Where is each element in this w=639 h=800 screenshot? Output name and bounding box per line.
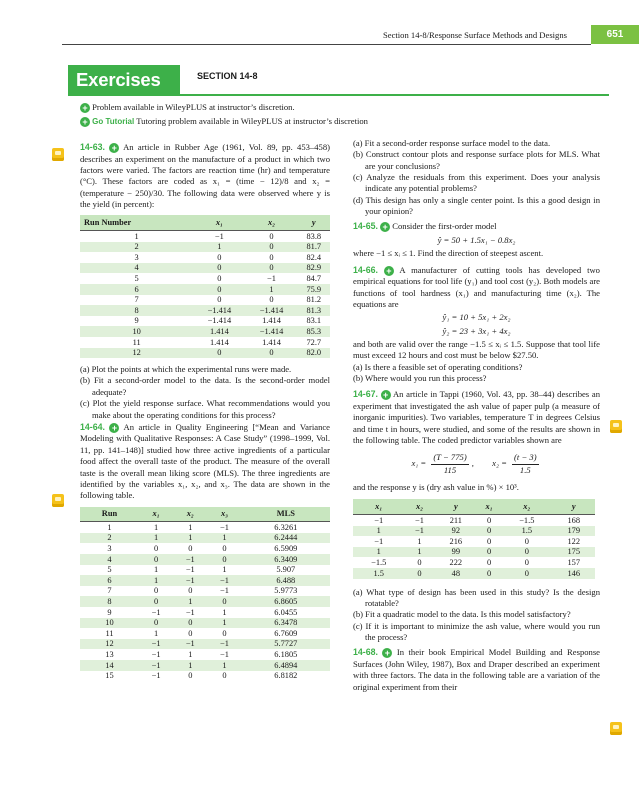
section-title: SECTION 14-8: [197, 71, 258, 81]
column-header: x₂: [404, 499, 434, 514]
side-resource-icon[interactable]: [610, 420, 622, 433]
table-cell: 1: [193, 242, 245, 253]
exercise-text: An article in Rubber Age (1961, Vol. 89, pp. 453–458) describes an experiment on the manufacture of a product in which two factors were varied. The factors are reaction time (hr) and temperature (°C). These factors are coded as x₁ = (time − 12)/8 and x₂ = (temperature − 250)/30. The following data were observed where y is the yield (in percent):: [80, 142, 330, 209]
table-cell: 11: [132, 337, 141, 347]
table-row: [80, 305, 330, 316]
table-row: [80, 326, 330, 337]
table-cell: 1: [222, 565, 227, 575]
table-cell: 5.7727: [242, 639, 330, 650]
table-cell: 1: [207, 660, 241, 671]
table-cell: 157: [567, 558, 581, 568]
exercise-14-65: [353, 221, 600, 233]
table-row: [80, 607, 330, 618]
table-cell: 0: [207, 554, 241, 565]
denominator: 115: [443, 464, 457, 475]
table-cell: 146: [553, 568, 596, 579]
table-cell: 1.5: [501, 526, 552, 537]
plus-icon: +: [384, 266, 394, 276]
table-row: [80, 252, 330, 263]
table-cell: 6.3409: [242, 554, 330, 565]
table-cell: 1: [222, 607, 227, 617]
table-cell: 83.1: [306, 316, 322, 326]
table-cell: −1.414: [245, 326, 297, 337]
table-cell: −1: [139, 639, 173, 650]
table-cell: 1: [245, 284, 297, 295]
table-cell: 0: [477, 568, 501, 579]
table-cell: 1: [107, 522, 112, 532]
legend-tutorial: [80, 116, 368, 128]
plus-icon: +: [382, 648, 392, 658]
question-part: (b) Where would you run this process?: [353, 373, 487, 384]
table-cell: −1: [404, 526, 434, 537]
table-row: [80, 596, 330, 607]
table-row: [80, 348, 330, 359]
yield-table-body: [80, 231, 330, 359]
table-cell: 0: [524, 558, 529, 568]
table-cell: 99: [435, 547, 477, 558]
exercise-text: An article in Tappi (1960, Vol. 43, pp. 38–44) describes an experiment that investigated the ash value of paper pulp (a measure of inorganic impurities). Two variables, temperature T in degrees Celsius and time t in hours, were studied, and some of the results are shown in the following table. The coded predictor variables shown are: [353, 389, 600, 446]
table-cell: 82.0: [298, 348, 330, 359]
table-cell: 1.414: [262, 337, 281, 347]
table-cell: 0: [153, 544, 159, 553]
table-cell: 1: [139, 533, 173, 544]
column-header: x₂: [173, 507, 207, 522]
exercise-text: Consider the first-order model: [392, 221, 497, 232]
plus-icon: +: [380, 222, 390, 232]
table-cell: 6.5909: [274, 544, 298, 553]
table-cell: 222: [449, 558, 463, 568]
table-cell: 0: [193, 284, 245, 295]
table-cell: 6.2444: [242, 533, 330, 544]
table-row: [353, 547, 595, 558]
table-cell: −1.5: [371, 558, 387, 568]
ash-table-body: [353, 515, 595, 579]
table-cell: 211: [449, 515, 462, 525]
table-row: [80, 543, 330, 554]
table-cell: 7: [134, 295, 139, 305]
table-cell: 1: [153, 565, 159, 575]
table-cell: 1: [153, 522, 159, 532]
question-part: (a) Plot the points at which the experimental runs were made.: [80, 364, 292, 375]
table-cell: 0: [222, 544, 227, 553]
plus-icon: +: [80, 117, 90, 127]
column-header: y: [435, 499, 477, 514]
table-cell: 4: [80, 554, 139, 565]
table-cell: 2: [80, 242, 193, 253]
equation: ŷ₂ = 23 + 3x₁ + 4x₂: [442, 325, 511, 336]
exercise-number: 14-63.: [80, 142, 105, 152]
side-resource-icon[interactable]: [610, 722, 622, 735]
exercise-14-66: [353, 265, 600, 311]
table-cell: 5: [134, 273, 139, 283]
table-cell: 5.907: [276, 565, 296, 575]
table-cell: 83.8: [306, 231, 322, 241]
table-cell: 12: [80, 639, 139, 650]
question-part: (d) This design has only a single center point. Is this a good design in your opinion?: [353, 194, 600, 217]
table-cell: 1.414: [193, 326, 245, 337]
table-cell: −1: [207, 639, 241, 650]
table-cell: 0: [477, 526, 501, 537]
table-cell: 1: [353, 526, 404, 537]
equation: ŷ = 50 + 1.5x₁ − 0.8x₂: [437, 235, 516, 246]
column-header: x₁: [139, 507, 173, 522]
column-header: Run: [80, 507, 139, 522]
table-row: [353, 515, 595, 526]
table-cell: 122: [567, 536, 581, 546]
table-row: [80, 242, 330, 253]
table-cell: −1: [185, 565, 195, 575]
table-cell: 75.9: [298, 284, 330, 295]
table-cell: 1: [404, 547, 434, 558]
exercise-14-67: [353, 389, 600, 446]
table-cell: 0: [193, 348, 245, 359]
equation: ŷ₁ = 10 + 5x₁ + 2x₂: [442, 312, 511, 323]
numerator: (T − 775): [431, 452, 468, 464]
column-header: x₂: [501, 499, 552, 514]
table-cell: 1: [417, 536, 422, 546]
table-cell: −1: [220, 586, 229, 596]
x1-lhs: x₁ =: [411, 458, 427, 469]
table-cell: −1: [415, 515, 424, 525]
right-column: [353, 138, 600, 693]
table-cell: 6.8182: [274, 671, 298, 681]
table-row: [80, 554, 330, 565]
table-cell: 81.3: [298, 305, 330, 316]
go-tutorial-label: Go Tutorial: [92, 117, 135, 126]
table-cell: 0: [524, 536, 529, 546]
table-row: [353, 557, 595, 568]
table-cell: −1: [214, 231, 224, 241]
question-part: (a) What type of design has been used in this study? Is the design rotatable?: [353, 586, 600, 609]
table-cell: −1: [267, 273, 276, 283]
table-cell: 0: [269, 295, 274, 305]
table-cell: −1: [173, 575, 207, 586]
table-cell: 0: [173, 618, 207, 629]
table-cell: −1: [220, 522, 229, 532]
table-cell: 0: [501, 568, 552, 579]
legend-text: Tutoring problem available in WileyPLUS at instructor’s discretion: [136, 116, 368, 126]
column-header: x₂: [245, 215, 297, 230]
table-cell: −1: [173, 639, 207, 650]
table-cell: 0: [269, 231, 274, 241]
question-part: (a) Fit a second-order response surface model to the data.: [353, 138, 551, 148]
table-cell: 84.7: [306, 273, 322, 283]
table-cell: 9: [107, 607, 112, 617]
table-cell: 1.414: [262, 316, 281, 326]
table-cell: 0: [188, 671, 193, 681]
table-cell: 1: [139, 575, 173, 586]
table-cell: 1.414: [209, 337, 229, 347]
question-part: (c) Analyze the residuals from this experiment. Does your analysis indicate any potential problems?: [353, 172, 600, 194]
table-cell: 0: [217, 295, 222, 305]
table-row: [80, 671, 330, 682]
table-cell: 1: [353, 547, 404, 558]
table-row: [80, 586, 330, 597]
column-header: Run Number: [80, 215, 193, 230]
table-cell: 10: [80, 618, 139, 629]
table-cell: 3: [107, 544, 112, 553]
exercises-banner: Exercises: [68, 65, 180, 94]
exercise-text: An article in Quality Engineering [“Mean and Variance Modeling with Qualitative Responses: A Case Study” (1998–1999, Vol. 11, pp. 141–148)] studied how three active ingredients of a particular food affect the overall taste of the product. The measure of the overall taste is the overall mean liking score (MLS). The three ingredients are identified by the variables x₁, x₂, and x₃. The data are shown in the following table.: [80, 421, 330, 501]
table-row: [80, 337, 330, 348]
table-cell: 1: [153, 628, 159, 638]
table-cell: 8: [80, 596, 139, 607]
table-cell: 6.4894: [242, 660, 330, 671]
table-row: [80, 618, 330, 629]
table-cell: −1: [374, 536, 384, 546]
exercise-number: 14-67.: [353, 389, 378, 400]
table-cell: 6.0455: [274, 607, 298, 617]
column-header: x₁: [193, 215, 245, 230]
question-part: (a) Is there a feasible set of operating conditions?: [353, 361, 523, 372]
table-cell: 1: [173, 533, 207, 544]
table-cell: 0: [139, 554, 173, 565]
table-cell: 15: [105, 671, 114, 681]
table-cell: −1.414: [245, 305, 297, 316]
plus-icon: +: [80, 103, 90, 113]
table-cell: 2: [80, 533, 139, 544]
table-row: [80, 263, 330, 274]
running-head: Section 14-8/Response Surface Methods and Designs: [382, 30, 567, 40]
question-part: (b) Fit a second-order model to the data. Is the second-order model adequate?: [80, 375, 330, 397]
question-part: (c) If it is important to minimize the ash value, where would you run the process?: [353, 620, 600, 643]
table-cell: 0: [217, 252, 222, 262]
column-header: y: [298, 215, 330, 230]
table-row: [80, 273, 330, 284]
table-cell: 0: [404, 568, 434, 579]
table-cell: 0: [245, 348, 297, 359]
plus-icon: +: [109, 143, 119, 153]
exercise-14-68: [353, 647, 600, 693]
table-row: [80, 565, 330, 576]
table-cell: 14: [80, 660, 139, 671]
table-cell: 6.488: [242, 575, 330, 586]
table-row: [80, 628, 330, 639]
question-part: (b) Construct contour plots and response surface plots for MLS. What are your conclusions?: [353, 149, 600, 171]
table-cell: −1.5: [519, 515, 535, 525]
table-row: [80, 533, 330, 544]
exercise-text: and the response y is (dry ash value in %) × 10³.: [353, 482, 519, 493]
mls-table-body: [80, 522, 330, 681]
table-cell: 85.3: [298, 326, 330, 337]
table-cell: 1: [173, 660, 207, 671]
table-cell: 6.3478: [242, 618, 330, 629]
exercise-14-63: [80, 142, 330, 210]
table-cell: 0: [207, 596, 241, 607]
table-cell: 82.4: [306, 252, 322, 262]
table-cell: 7: [107, 586, 112, 596]
table-cell: 72.7: [306, 337, 322, 347]
table-cell: −1: [185, 607, 195, 617]
table-row: [80, 231, 330, 242]
table-cell: 6.8605: [242, 596, 330, 607]
plus-icon: +: [381, 390, 391, 400]
table-cell: 0: [477, 547, 501, 558]
table-cell: 0: [486, 536, 492, 546]
coding-equations: x₁ = $\frac{(T - 775)}{115}$ , x₂ = $\frac{(t - 3)}{1.5}$: [411, 452, 537, 475]
table-row: [80, 522, 330, 533]
table-cell: 1: [188, 649, 193, 659]
legend-text: Problem available in WileyPLUS at instructor’s discretion.: [92, 102, 295, 112]
side-resource-icon[interactable]: [52, 494, 64, 507]
ash-table: [353, 499, 595, 578]
table-cell: 0: [222, 671, 227, 681]
table-cell: 168: [567, 515, 581, 525]
table-cell: 0: [217, 273, 222, 283]
left-column: [80, 142, 330, 681]
exercise-text: and both are valid over the range −1.5 ≤ xᵢ ≤ 1.5. Suppose that tool life must exceed 12 hours and cost must be below $27.50.: [353, 339, 600, 361]
table-row: [80, 284, 330, 295]
exercise-number: 14-68.: [353, 647, 378, 658]
table-cell: −1: [220, 649, 229, 659]
table-cell: −1: [374, 515, 384, 525]
table-cell: 9: [134, 316, 139, 326]
mls-table: [80, 507, 330, 682]
table-cell: 6.7609: [274, 628, 298, 638]
table-cell: 0: [222, 628, 227, 638]
column-header: x₁: [477, 499, 501, 514]
table-cell: 1: [207, 533, 241, 544]
column-header: y: [553, 499, 596, 514]
exercise-number: 14-65.: [353, 221, 378, 232]
table-cell: 6.3261: [274, 522, 298, 532]
table-cell: 0: [188, 544, 193, 553]
table-cell: 175: [553, 547, 596, 558]
table-cell: 1: [207, 618, 241, 629]
table-row: [353, 536, 595, 547]
table-cell: 8: [80, 305, 193, 316]
table-cell: 0: [486, 515, 492, 525]
table-cell: 13: [105, 649, 114, 659]
table-cell: 216: [449, 536, 463, 546]
table-cell: 81.2: [306, 295, 322, 305]
table-cell: 82.9: [298, 263, 330, 274]
table-cell: 0: [501, 547, 552, 558]
table-cell: 81.7: [298, 242, 330, 253]
exercise-14-64-parts: [353, 138, 600, 217]
table-cell: 3: [134, 252, 139, 262]
table-cell: −1: [151, 607, 161, 617]
fraction: [512, 452, 539, 476]
header-rule: [62, 44, 591, 45]
table-row: [80, 316, 330, 327]
table-row: [353, 568, 595, 579]
table-cell: 10: [80, 326, 193, 337]
table-cell: 6.1805: [274, 649, 298, 659]
table-cell: −1.414: [207, 316, 232, 326]
question-part: (c) Plot the yield response surface. What recommendations would you make about the operating conditions for this process?: [80, 398, 330, 420]
exercise-14-63-parts: [80, 364, 330, 421]
legend-wileyplus: [80, 102, 295, 113]
exercise-number: 14-66.: [353, 264, 378, 275]
column-header: x₁: [353, 499, 404, 514]
column-header: MLS: [242, 507, 330, 522]
table-cell: 0: [417, 558, 422, 568]
side-resource-icon[interactable]: [52, 148, 64, 161]
table-cell: 92: [435, 526, 477, 537]
table-row: [80, 295, 330, 306]
table-row: [80, 639, 330, 650]
x2-lhs: x₂ =: [492, 458, 507, 469]
table-cell: 0: [139, 596, 173, 607]
exercise-14-64: [80, 422, 330, 502]
table-cell: 0: [245, 263, 297, 274]
column-header: x₃: [207, 507, 241, 522]
table-row: [353, 526, 595, 537]
table-cell: 0: [188, 628, 193, 638]
table-cell: 0: [193, 263, 245, 274]
plus-icon: +: [109, 423, 119, 433]
table-row: [80, 649, 330, 660]
table-cell: 12: [80, 348, 193, 359]
table-cell: 5.9773: [274, 586, 298, 596]
table-cell: 48: [435, 568, 477, 579]
table-row: [80, 575, 330, 586]
yield-table: [80, 215, 330, 358]
table-cell: 6: [80, 284, 193, 295]
table-cell: 1: [134, 231, 139, 241]
table-cell: −1: [139, 660, 173, 671]
table-cell: 1: [188, 522, 193, 532]
table-cell: 0: [486, 558, 492, 568]
table-cell: 11: [105, 628, 114, 638]
table-cell: −1: [151, 649, 161, 659]
denominator: 1.5: [519, 464, 531, 475]
table-cell: 0: [269, 252, 274, 262]
table-cell: −1: [151, 671, 161, 681]
numerator: (t − 3): [512, 452, 539, 464]
table-cell: −1.414: [193, 305, 245, 316]
table-cell: 0: [153, 586, 159, 596]
fraction: [431, 452, 468, 476]
table-cell: 4: [80, 263, 193, 274]
table-cell: 0: [245, 242, 297, 253]
table-cell: 0: [139, 618, 173, 629]
exercise-number: 14-64.: [80, 421, 105, 432]
table-cell: 179: [553, 526, 596, 537]
table-cell: 6: [80, 575, 139, 586]
page-number: 651: [591, 25, 639, 44]
table-cell: 1.5: [353, 568, 404, 579]
exercise-text: In their book Empirical Model Building and Response Surfaces (John Wiley, 1987), Box and Draper described an experiment with three factors. The data in the following table are a variation of the original experiment from their: [353, 647, 600, 692]
question-part: (b) Fit a quadratic model to the data. Is this model satisfactory?: [353, 609, 571, 620]
table-cell: 0: [188, 586, 193, 596]
table-cell: −1: [173, 554, 207, 565]
exercise-text: where −1 ≤ xᵢ ≤ 1. Find the direction of steepest ascent.: [353, 248, 544, 259]
table-cell: 1: [173, 596, 207, 607]
banner-rule: [68, 94, 609, 96]
exercise-text: A manufacturer of cutting tools has developed two empirical equations for tool life (y₁) and tool cost (y₂). Both models are functions of tool hardness (x₁) and manufacturing time (x₂). The equations are: [353, 264, 600, 309]
table-row: [80, 660, 330, 671]
table-cell: −1: [207, 575, 241, 586]
exercise-14-67-parts: [353, 587, 600, 644]
table-cell: 5: [107, 565, 112, 575]
